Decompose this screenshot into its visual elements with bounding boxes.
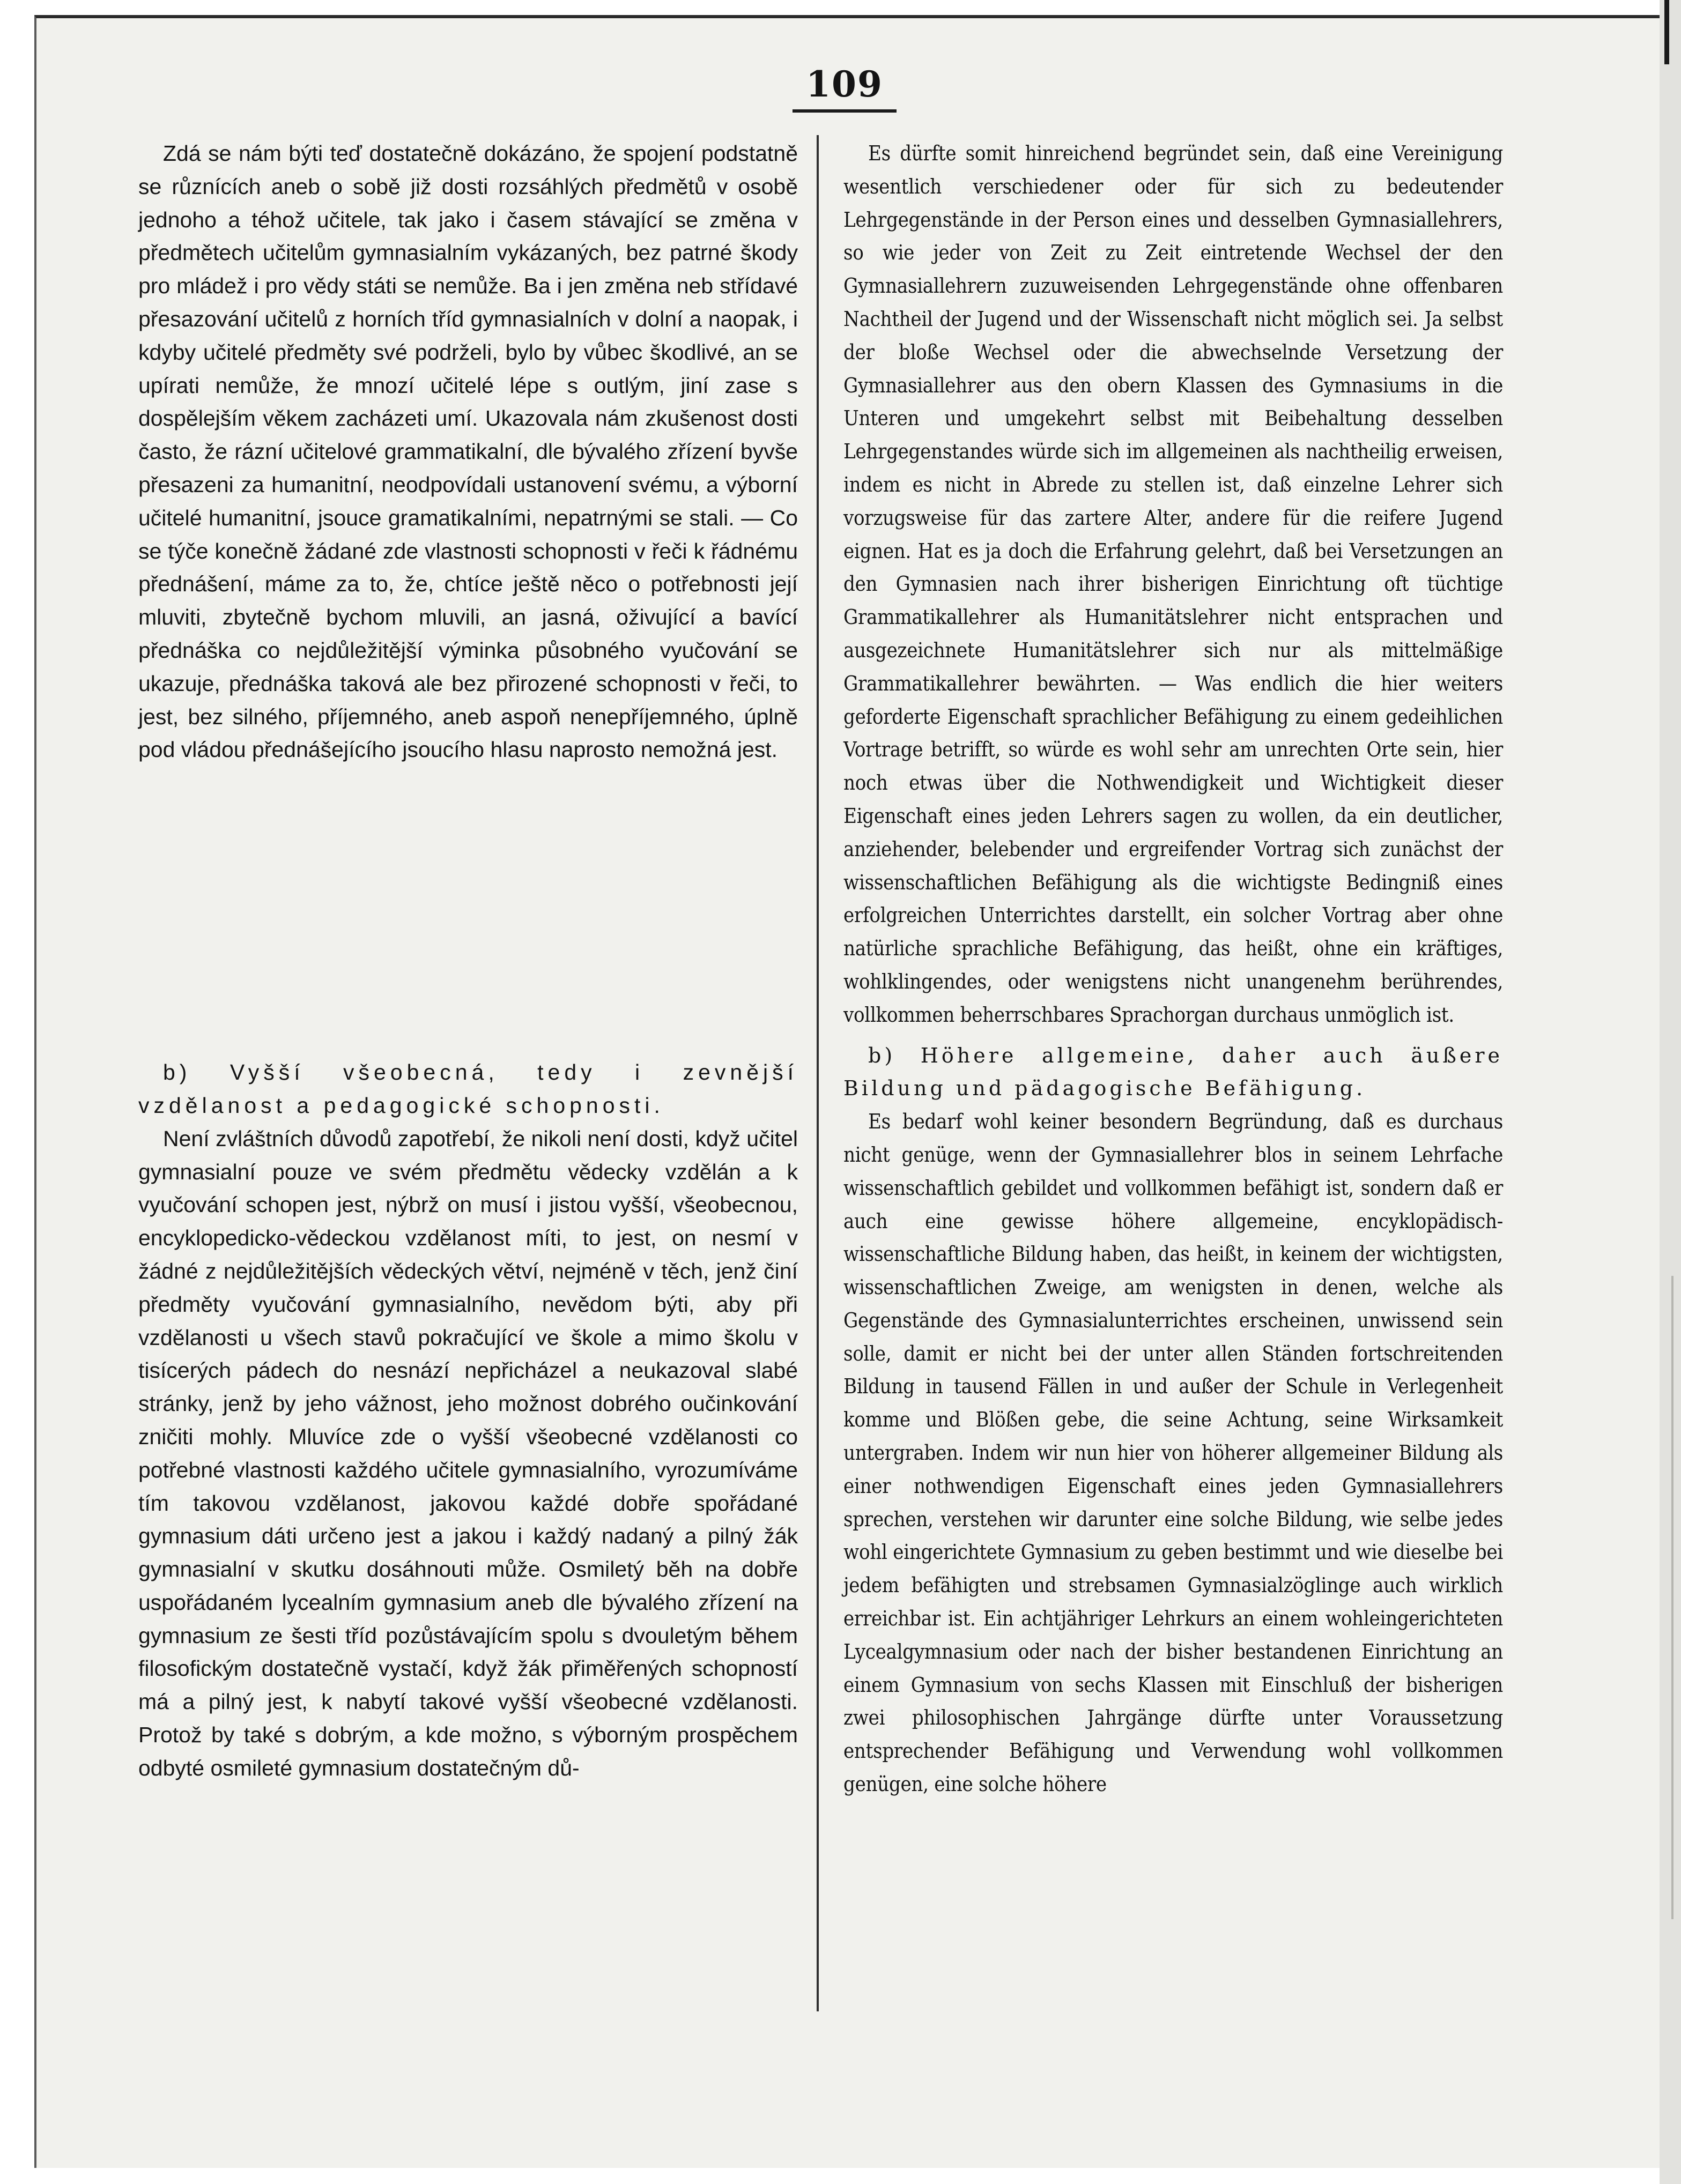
page-edge-line [1671, 1276, 1673, 1919]
page-edge-mark [1664, 0, 1669, 64]
page-number-rule [793, 109, 897, 113]
column-gap [138, 767, 798, 1056]
czech-paragraph-2: Není zvláštních důvodů zapotřebí, že nikoli není dosti, když učitel gymnasialní pouze ve svém předmětu vědecky vzdělán a k vyučování schopen jest, nýbrž on musí i jistou vyšší, všeobecnou, encyklopedicko-vědeckou vzdělanost míti, to jest, on nesmí v žádné z nejdůležitějších vědeckých větví, nejméně v těch, jenž činí předměty vyučování gymnasialního, nevědom býti, aby při vzdělanosti u všech stavů pokračující ve škole a mimo školu v tisícerých pádech do nesnází nepřicházel a neukazoval slabé stránky, jenž by jeho vážnost, jeho možnost dobrého oučinkování zničiti mohly. Mluvíce zde o vyšší všeobecné vzdělanosti co potřebné vlastnosti každého učitele gymnasialního, vyrozumíváme tím takovou vzdělanost, jakovou každé dobře spořádané gymnasium dáti určeno jest a jakou i každý nadaný a pilný žák gymnasialní v skutku dosáhnouti může. Osmiletý běh na dobře uspořádaném lycealním gymnasium aneb dle bývalého zřízení na gymnasium ze šesti tříd pozůstávajícím spolu s dvouletým během filosofickým dostatečně vystačí, když žák přiměřených schopností má a pilný jest, k nabytí takové vyšší všeobecné vzdělanosti. Protož by také s dobrým, a kde možno, s výborným prospěchem odbyté osmileté gymnasium dostatečným dů- [138, 1126, 798, 1780]
column-divider [817, 135, 819, 2011]
german-paragraph-1: Es dürfte somit hinreichend begründet sein, daß eine Vereinigung wesentlich verschiedener oder für sich zu bedeutender Lehrgegenstände in der Person eines und desselben Gymnasiallehrers, so wie jeder von Zeit zu Zeit eintretende Wechsel der den Gymnasiallehrern zuzuweisenden Lehrgegenstände ohne offenbaren Nachtheil der Jugend und der Wissenschaft nicht möglich sei. Ja selbst der bloße Wechsel oder die abwechselnde Versetzung der Gymnasiallehrer aus den obern Klassen des Gymnasiums in die Unteren und umgekehrt selbst mit Beibehaltung desselben Lehrgegenstandes würde sich im allgemeinen als nachtheilig erweisen, indem es nicht in Abrede zu stellen ist, daß einzelne Lehrer sich vorzugsweise für das zartere Alter, andere für die reifere Jugend eignen. Hat es ja doch die Erfahrung gelehrt, daß bei Versetzungen an den Gymnasien nach ihrer bisherigen Einrichtung oft tüchtige Grammatikallehrer als Humanitätslehrer nicht entsprachen und ausgezeichnete Humanitätslehrer sich nur als mittelmäßige Grammatikallehrer bewährten. — Was endlich die hier weiters geforderte Eigenschaft sprachlicher Befähigung zu einem gedeihlichen Vortrage betrifft, so würde es wohl sehr am unrechten Orte sein, hier noch etwas über die Nothwendigkeit und Wichtigkeit dieser Eigenschaft eines jeden Lehrers sagen zu wollen, da ein deutlicher, anziehender, belebender und ergreifender Vortrag sich zunächst der wissenschaftlichen Befähigung als die wichtigste Bedingniß eines erfolgreichen Unterrichtes darstellt, ein solcher Vortrag aber ohne natürliche sprachliche Befähigung, das heißt, ohne ein kräftiges, wohlklingendes, oder wenigstens nicht unangenehm berührendes, vollkommen beherrschbares Sprachorgan durchaus unmöglich ist. [843, 142, 1503, 1027]
page-number: 109 [806, 63, 883, 105]
page-edge-shadow [1660, 0, 1681, 2184]
czech-column [138, 137, 798, 1785]
german-column [843, 137, 1503, 1801]
german-paragraph-2: Es bedarf wohl keiner besondern Begründung, daß es durchaus nicht genüge, wenn der Gymnasiallehrer blos in seinem Lehrfache wissenschaftlich gebildet und vollkommen befähigt ist, sondern daß er auch eine gewisse höhere allgemeine, encyklopädisch-wissenschaftliche Bildung haben, das heißt, in keinem der wichtigsten, wissenschaftlichen Zweige, am wenigsten in denen, welche als Gegenstände des Gymnasialunterrichtes erscheinen, unwissend sein solle, damit er nicht bei der unter allen Ständen fortschreitenden Bildung in tausend Fällen in und außer der Schule in Verlegenheit komme und Blößen gebe, die seine Achtung, seine Wirksamkeit untergraben. Indem wir nun hier von höherer allgemeiner Bildung als einer nothwendigen Eigenschaft eines jeden Gymnasiallehrers sprechen, verstehen wir darunter eine solche Bildung, wie selbe jedes wohl eingerichtete Gymnasium zu geben bestimmt und wie dieselbe bei jedem befähigten und strebsamen Gymnasialzöglinge auch wirklich erreichbar ist. Ein achtjähriger Lehrkurs an einem wohleingerichteten Lycealgymnasium oder nach der bisher bestandenen Einrichtung an einem Gymnasium von sechs Klassen mit Einschluß der bisherigen zwei philosophischen Jahrgänge dürfte unter Voraussetzung entsprechender Befähigung und Verwendung wohl vollkommen genügen, eine solche höhere [843, 1110, 1503, 1796]
german-section-heading: b) Höhere allgemeine, daher auch äußere Bildung und pädagogische Befähigung. [843, 1043, 1503, 1101]
column-gap [843, 1032, 1503, 1039]
czech-section-heading: b) Vyšší všeobecná, tedy i zevnější vzdělanost a pedagogické schopnosti. [138, 1060, 798, 1118]
czech-paragraph-1: Zdá se nám býti teď dostatečně dokázáno, že spojení podstatně se různících aneb o sobě již dosti rozsáhlých předmětů v osobě jednoho a téhož učitele, tak jako i časem stávající se změna v předmětech učitelům gymnasialním vykázaných, bez patrné škody pro mládež i pro vědy státi se nemůže. Ba i jen změna neb střídavé přesazování učitelů z horních tříd gymnasialních v dolní a naopak, i kdyby učitelé předměty své podrželi, bylo by vůbec škodlivé, an se upírati nemůže, že mnozí učitelé lépe s outlým, jiní zase s dospělejším věkem zacházeti umí. Ukazovala nám zkušenost dosti často, že rázní učitelové grammatikalní, dle bývalého zřízení byvše přesazeni za humanitní, neodpovídali ustanovení svému, a výborní učitelé humanitní, jsouce gramatikalními, nepatrnými se stali. — Co se týče konečně žádané zde vlastnosti schopnosti v řeči k řádnému přednášení, máme za to, že, chtíce ještě něco o potřebnosti její mluviti, zbytečně bychom mluvili, an jasná, oživující a bavící přednáška co nejdůležitější výminka působného vyučování se ukazuje, přednáška taková ale bez přirozené schopnosti v řeči, to jest, bez silného, příjemného, aneb aspoň nenepříjemného, úplně pod vládou přednášejícího jsoucího hlasu naprosto nemožná jest. [138, 141, 798, 762]
